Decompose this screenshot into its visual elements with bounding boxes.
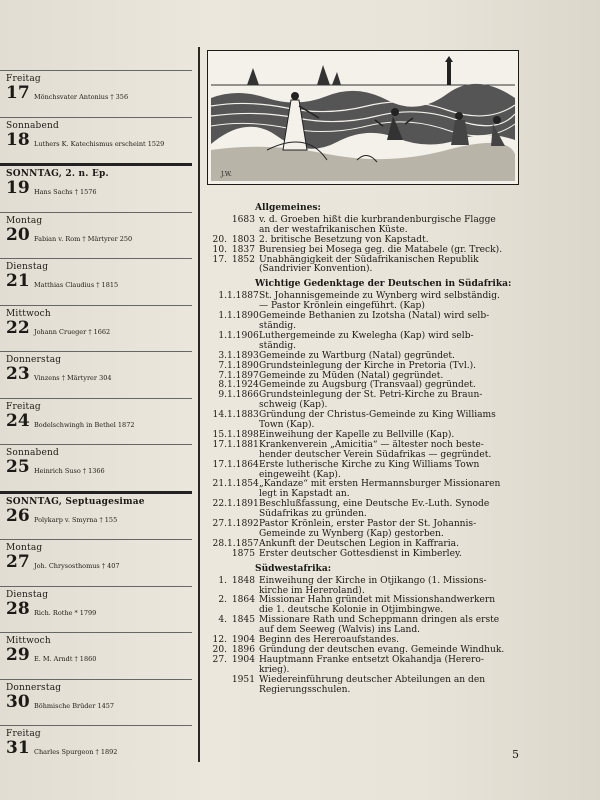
entry-date: 1864 bbox=[231, 595, 255, 606]
entry-date: 1951 bbox=[231, 674, 255, 685]
weekday-label: Montag bbox=[6, 543, 43, 553]
calendar-day bbox=[0, 163, 192, 212]
history-entry bbox=[205, 480, 535, 500]
entry-text bbox=[259, 411, 535, 431]
entry-day: 15. bbox=[212, 429, 227, 440]
entry-day: 14. bbox=[212, 410, 227, 421]
entry-line: St. Johannisgemeinde zu Wynberg wird selbständig. bbox=[259, 291, 500, 302]
weekday-label: SONNTAG, Septuagesimae bbox=[6, 496, 145, 507]
entry-date: 1.1854 bbox=[227, 479, 259, 490]
svg-text:J.W.: J.W. bbox=[221, 171, 232, 178]
entry-line: Missionare Rath und Scheppmann dringen als erste bbox=[259, 615, 500, 626]
entry-day: 27. bbox=[212, 519, 227, 530]
entry-line: an der westafrikanischen Küste. bbox=[259, 224, 408, 235]
entry-day: 2. bbox=[218, 595, 227, 606]
entry-line: Erster deutscher Gottesdienst in Kimberley. bbox=[259, 548, 462, 559]
entry-date: 1683 bbox=[231, 214, 255, 225]
entry-date: 1875 bbox=[231, 548, 255, 559]
entry-date: 1.1893 bbox=[227, 350, 259, 361]
entry-line: „Kandaze“ mit ersten Hermannsburger Missionaren bbox=[259, 479, 501, 490]
entry-line: ständig. bbox=[259, 340, 297, 351]
entry-date: 1.1887 bbox=[227, 291, 259, 302]
entry-day: 1. bbox=[218, 330, 227, 341]
section-heading: Wichtige Gedenktage der Deutschen in Südafrika: bbox=[255, 278, 512, 290]
column-divider bbox=[198, 47, 200, 762]
day-commemoration: Hans Sachs † 1576 bbox=[34, 188, 97, 196]
day-number: 20 bbox=[6, 224, 30, 245]
entry-line: kirche im Hereroland). bbox=[259, 585, 365, 596]
day-commemoration: Fabian v. Rom † Märtyrer 250 bbox=[34, 234, 133, 243]
day-commemoration: Heinrich Suso † 1366 bbox=[34, 467, 105, 475]
weekday-label: SONNTAG, 2. n. Ep. bbox=[6, 169, 109, 179]
entry-line: auf dem Seeweg (Walvis) ins Land. bbox=[259, 625, 421, 636]
day-number: 27 bbox=[6, 552, 30, 572]
calendar-day bbox=[0, 351, 192, 398]
history-entry bbox=[205, 550, 535, 560]
entry-date: 1845 bbox=[231, 615, 255, 626]
beach-woodcut-illustration bbox=[207, 50, 519, 185]
entry-text bbox=[259, 520, 535, 540]
history-entry bbox=[205, 520, 535, 540]
entry-date: 1904 bbox=[231, 635, 255, 646]
day-commemoration: E. M. Arndt † 1860 bbox=[34, 655, 97, 663]
entry-day: 21. bbox=[212, 479, 227, 490]
entry-day: 4. bbox=[218, 615, 227, 626]
history-entry bbox=[205, 441, 535, 461]
history-entry bbox=[205, 312, 535, 332]
entry-line: Südafrikas zu gründen. bbox=[259, 509, 367, 520]
entry-date: 1.1898 bbox=[227, 429, 259, 440]
entry-text bbox=[259, 550, 535, 560]
entry-date: 1.1881 bbox=[227, 439, 259, 450]
entry-line: Gemeinde zu Augsburg (Transvaal) gegründet. bbox=[259, 380, 476, 391]
entry-date: 1803 bbox=[231, 234, 255, 245]
entry-line: Unabhängigkeit der Südafrikanischen Republik bbox=[259, 254, 479, 265]
day-commemoration: Mönchsvater Antonius † 356 bbox=[34, 93, 129, 101]
entry-line: Burensieg bei Mosega geg. die Matabele (gr. Treck). bbox=[259, 244, 503, 255]
entry-date: 1852 bbox=[231, 254, 255, 265]
history-text-column bbox=[205, 203, 535, 696]
entry-text bbox=[259, 216, 535, 236]
entry-date: 1.1892 bbox=[227, 519, 259, 530]
calendar-day bbox=[0, 444, 192, 491]
entry-day: 1. bbox=[218, 291, 227, 302]
weekday-label: Donnerstag bbox=[6, 355, 62, 365]
entry-text bbox=[259, 256, 535, 276]
entry-line: Gemeinde zu Wynberg (Kap) gestorben. bbox=[259, 529, 444, 539]
calendar-day bbox=[0, 539, 192, 586]
entry-line: Pastor Krönlein, erster Pastor der St. Johannis- bbox=[259, 519, 477, 530]
entry-text bbox=[259, 596, 535, 616]
weekday-label: Dienstag bbox=[6, 589, 49, 600]
history-entry bbox=[205, 292, 535, 312]
entry-line: hender deutscher Verein Südafrikas — gegründet. bbox=[259, 449, 492, 460]
entry-date: 1.1864 bbox=[227, 459, 259, 470]
history-entry bbox=[205, 676, 535, 696]
day-number: 17 bbox=[6, 83, 30, 103]
day-number: 31 bbox=[6, 738, 30, 758]
section-heading: Südwestafrika: bbox=[255, 562, 332, 574]
entry-line: Wiedereinführung deutscher Abteilungen an den bbox=[259, 674, 486, 685]
history-entry bbox=[205, 500, 535, 520]
day-number: 18 bbox=[6, 129, 30, 150]
weekday-label: Montag bbox=[6, 215, 43, 226]
weekday-label: Dienstag bbox=[6, 262, 49, 272]
weekday-label: Freitag bbox=[6, 729, 41, 739]
entry-line: Town (Kap). bbox=[259, 420, 315, 431]
entry-line: eingeweiht (Kap). bbox=[259, 469, 341, 480]
entry-line: Gemeinde Bethanien zu Izotsha (Natal) wird selb- bbox=[259, 311, 490, 322]
entry-date: 1.1890 bbox=[227, 360, 259, 371]
entry-line: Luthergemeinde zu Kwelegha (Kap) wird selb- bbox=[259, 330, 474, 341]
entry-day: 28. bbox=[212, 538, 227, 549]
entry-day: 10. bbox=[212, 244, 227, 255]
calendar-day bbox=[0, 212, 192, 259]
calendar-day bbox=[0, 258, 192, 305]
entry-text bbox=[259, 577, 535, 597]
entry-line: krieg). bbox=[259, 664, 290, 675]
entry-date: 1848 bbox=[231, 575, 255, 586]
entry-day: 3. bbox=[218, 350, 227, 361]
entry-date: 1.1883 bbox=[227, 410, 259, 421]
entry-text bbox=[259, 362, 535, 372]
weekday-label: Freitag bbox=[6, 401, 41, 412]
calendar-day bbox=[0, 491, 192, 540]
entry-date: 1896 bbox=[231, 644, 255, 655]
page-number: 5 bbox=[512, 748, 519, 761]
entry-text bbox=[259, 391, 535, 411]
entry-day: 1. bbox=[218, 575, 227, 586]
entry-line: Einweihung der Kapelle zu Bellville (Kap). bbox=[259, 429, 455, 440]
entry-line: Gemeinde zu Wartburg (Natal) gegründet. bbox=[259, 350, 455, 361]
day-commemoration: Joh. Chrysosthomus † 407 bbox=[34, 562, 120, 570]
weekday-label: Sonnabend bbox=[6, 448, 59, 458]
weekday-label: Mittwoch bbox=[6, 636, 51, 646]
entry-line: legt in Kapstadt an. bbox=[259, 489, 350, 500]
day-commemoration: Charles Spurgeon † 1892 bbox=[34, 748, 118, 756]
day-number: 23 bbox=[6, 364, 30, 384]
weekday-label: Mittwoch bbox=[6, 308, 51, 319]
entry-day: 7. bbox=[218, 370, 227, 381]
entry-day: 9. bbox=[218, 390, 227, 401]
entry-date: 1904 bbox=[231, 654, 255, 665]
entry-date: 1.1924 bbox=[227, 380, 259, 391]
calendar-day bbox=[0, 398, 192, 445]
history-entry bbox=[205, 461, 535, 481]
history-entry bbox=[205, 411, 535, 431]
day-number: 28 bbox=[6, 598, 30, 619]
calendar-day bbox=[0, 632, 192, 679]
entry-day: 1. bbox=[218, 311, 227, 322]
calendar-day bbox=[0, 725, 192, 772]
entry-day: 27. bbox=[212, 654, 227, 665]
day-commemoration: Johann Crueger † 1662 bbox=[34, 327, 111, 336]
entry-line: 2. britische Besetzung von Kapstadt. bbox=[259, 234, 429, 245]
history-entry bbox=[205, 216, 535, 236]
day-number: 24 bbox=[6, 410, 30, 431]
entry-line: Gründung der deutschen evang. Gemeinde Windhuk. bbox=[259, 644, 505, 655]
entry-line: Gemeinde zu Müden (Natal) gegründet. bbox=[259, 370, 444, 381]
weekday-label: Freitag bbox=[6, 74, 41, 84]
history-entry bbox=[205, 391, 535, 411]
history-entry bbox=[205, 332, 535, 352]
entry-date: 1.1897 bbox=[227, 370, 259, 381]
calendar-day bbox=[0, 586, 192, 633]
entry-text bbox=[259, 292, 535, 312]
day-commemoration: Matthias Claudius † 1815 bbox=[34, 281, 119, 289]
weekday-label: Sonnabend bbox=[6, 120, 59, 131]
entry-line: (Sandrivier Konvention). bbox=[259, 264, 373, 275]
entry-day: 20. bbox=[212, 644, 227, 655]
entry-text bbox=[259, 656, 535, 676]
entry-line: Hauptmann Franke entsetzt Okahandja (Herero- bbox=[259, 654, 484, 665]
entry-text bbox=[259, 461, 535, 481]
entry-day: 7. bbox=[218, 360, 227, 371]
history-entry bbox=[205, 577, 535, 597]
entry-date: 1.1890 bbox=[227, 311, 259, 322]
entry-day: 12. bbox=[212, 635, 227, 646]
entry-date: 1.1866 bbox=[227, 390, 259, 401]
history-entry bbox=[205, 656, 535, 676]
entry-line: Erste lutherische Kirche zu King Williams Town bbox=[259, 459, 480, 470]
day-number: 22 bbox=[6, 317, 30, 338]
history-entry bbox=[205, 256, 535, 276]
calendar-day bbox=[0, 305, 192, 352]
entry-date: 1.1906 bbox=[227, 330, 259, 341]
entry-line: Grundsteinlegung der Kirche in Pretoria (Tvl.). bbox=[259, 360, 477, 371]
day-commemoration: Vinzens † Märtyrer 304 bbox=[34, 374, 112, 382]
entry-line: Beschlußfassung, eine Deutsche Ev.-Luth. Synode bbox=[259, 499, 490, 510]
section-heading: Allgemeines: bbox=[255, 202, 321, 213]
entry-line: Einweihung der Kirche in Otjikango (1. Missions- bbox=[259, 575, 487, 586]
day-commemoration: Luthers K. Katechismus erscheint 1529 bbox=[34, 139, 165, 148]
entry-line: Grundsteinlegung der St. Petri-Kirche zu Braun- bbox=[259, 390, 483, 401]
calendar-day bbox=[0, 117, 192, 164]
entry-date: 1.1891 bbox=[227, 499, 259, 510]
entry-line: die 1. deutsche Kolonie in Otjimbingwe. bbox=[259, 605, 444, 616]
entry-line: schweig (Kap). bbox=[259, 400, 328, 411]
entry-date: 1.1857 bbox=[227, 538, 259, 549]
calendar-day bbox=[0, 70, 192, 117]
entry-text bbox=[259, 312, 535, 332]
entry-day: 17. bbox=[212, 439, 227, 450]
entry-day: 17. bbox=[212, 459, 227, 470]
entry-day: 22. bbox=[212, 499, 227, 510]
calendar-day bbox=[0, 679, 192, 726]
entry-day: 17. bbox=[212, 254, 227, 265]
weekday-label: Donnerstag bbox=[6, 682, 62, 693]
day-number: 30 bbox=[6, 691, 30, 712]
entry-text bbox=[259, 616, 535, 636]
day-commemoration: Polykarp v. Smyrna † 155 bbox=[34, 515, 118, 524]
entry-line: v. d. Groeben hißt die kurbrandenburgische Flagge bbox=[259, 214, 496, 225]
entry-text bbox=[259, 480, 535, 500]
day-commemoration: Bodelschwingh in Bethel 1872 bbox=[34, 420, 135, 429]
entry-line: ständig. bbox=[259, 320, 297, 331]
history-entry bbox=[205, 362, 535, 372]
day-commemoration: Böhmische Brüder 1457 bbox=[34, 701, 114, 710]
entry-text bbox=[259, 500, 535, 520]
day-number: 29 bbox=[6, 645, 30, 665]
calendar-column bbox=[0, 70, 192, 772]
entry-date: 1837 bbox=[231, 244, 255, 255]
history-entry bbox=[205, 596, 535, 616]
entry-line: Krankenverein „Amicitia“ — ältester noch beste- bbox=[259, 439, 484, 450]
entry-text bbox=[259, 332, 535, 352]
day-number: 25 bbox=[6, 457, 30, 477]
entry-line: Regierungsschulen. bbox=[259, 684, 351, 695]
day-number: 19 bbox=[6, 178, 30, 198]
entry-text bbox=[259, 676, 535, 696]
day-commemoration: Rich. Rothe * 1799 bbox=[34, 608, 97, 617]
entry-text bbox=[259, 441, 535, 461]
entry-day: 20. bbox=[212, 234, 227, 245]
day-number: 21 bbox=[6, 271, 30, 291]
history-entry bbox=[205, 616, 535, 636]
entry-line: Gründung der Christus-Gemeinde zu King Williams bbox=[259, 410, 496, 421]
entry-line: Missionar Hahn gründet mit Missionshandwerkern bbox=[259, 595, 496, 606]
entry-line: — Pastor Krönlein eingeführt. (Kap) bbox=[259, 301, 425, 312]
entry-line: Ankunft der Deutschen Legion in Kaffraria. bbox=[259, 538, 459, 549]
day-number: 26 bbox=[6, 505, 30, 526]
entry-line: Beginn des Hereroaufstandes. bbox=[259, 635, 400, 646]
entry-day: 8. bbox=[218, 380, 227, 391]
